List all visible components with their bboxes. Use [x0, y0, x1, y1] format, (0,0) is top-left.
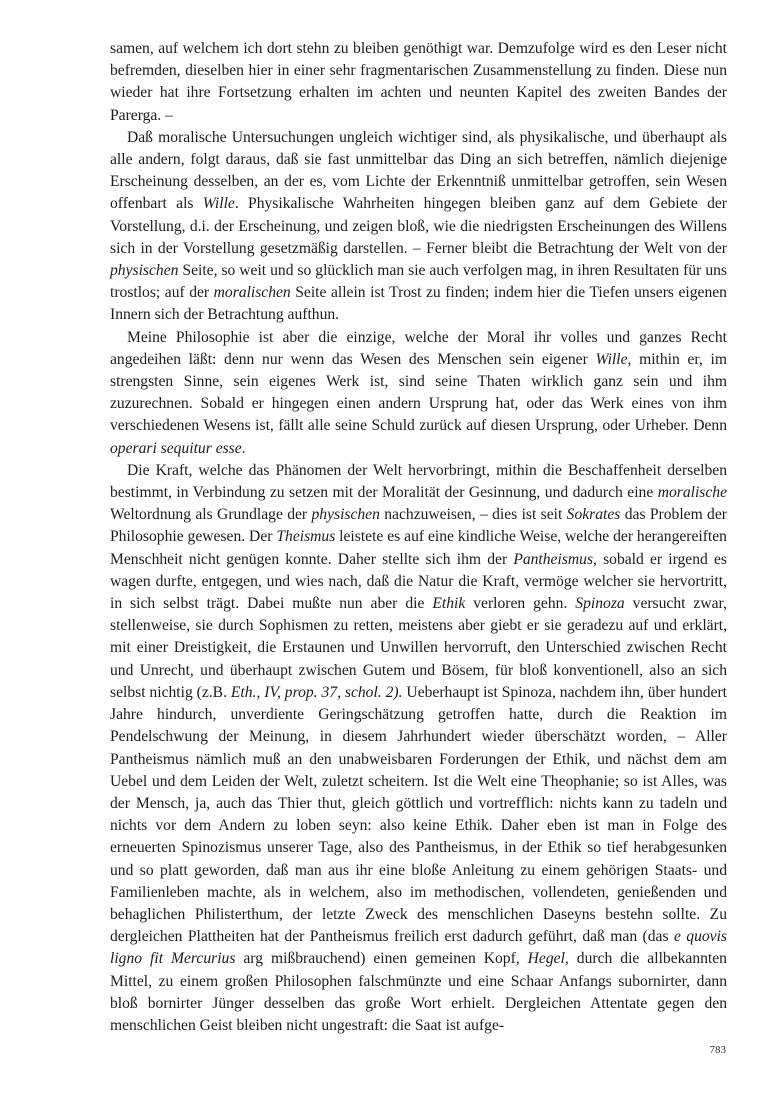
text-run: , durch die allbekannten Mittel, zu einem großen Philosophen falschmünzte und eine Schaar Anfangs subornirter, dann bloß bornirter Jünger desselben das große Wort erhielt. Dergleichen Attentate gegen den menschlichen Geist bleiben nicht ungestraft: die Saat ist aufge- [110, 950, 727, 1034]
text-run: leistete es auf eine kindliche Weise, welche der herangereiften Menschheit nicht genügen konnte. Daher stellte sich ihm der [110, 528, 727, 568]
text-run: Daß moralische Untersuchungen ungleich wichtiger sind, als physikalische, und überhaupt als alle andern, folgt daraus, daß sie fast unmittelbar das Ding an sich betreffen, nämlich diejenige Erscheinung desselben, an der es, vom Lichte der Erkenntniß unmittelbar getroffen, sein Wesen offenbart als [110, 128, 727, 213]
italic-run: operari sequitur esse [110, 439, 242, 457]
page-number: 783 [709, 1044, 726, 1056]
italic-run: Spinoza [575, 595, 625, 613]
italic-run: physischen [311, 506, 380, 524]
italic-run: e quovis ligno fit Mercurius [110, 928, 727, 968]
italic-run: Wille [202, 195, 235, 213]
text-run: arg mißbrauchend) einen gemeinen Kopf, [235, 950, 528, 968]
text-run: Die Kraft, welche das Phänomen der Welt hervorbringt, mithin die Beschaffenheit derselben bestimmt, in Verbindung zu setzen mit der Moralität der Gesinnung, und dadurch eine [110, 461, 727, 502]
italic-run: Wille [595, 350, 628, 368]
italic-run: physischen [110, 262, 179, 280]
paragraph [110, 38, 727, 127]
italic-run: Eth., IV, prop. 37, schol. 2). [230, 683, 403, 701]
italic-run: Pantheismus [513, 550, 594, 568]
text-run: , sobald er irgend es wagen durfte, entgegen, und wies nach, daß die Natur die Kraft, vermöge welcher sie hervortritt, in sich selbst trägt. Dabei mußte nun aber die [110, 550, 727, 613]
italic-run: Sokrates [566, 506, 621, 524]
text-run: Ueberhaupt ist Spinoza, nachdem ihn, über hundert Jahre hindurch, unverdiente Geringschätzung getroffen hatte, durch die Reaktion im Pendelschwung der Meinung, in diesem Jahrhundert wieder überschätzt worden, – Aller Pantheismus nämlich muß an den unabweisbaren Forderungen der Ethik, und nächst dem am Uebel und dem Leiden der Welt, zuletzt scheitern. Ist die Welt eine Theophanie; so ist Alles, was der Mensch, ja, auch das Thier thut, gleich göttlich und vortrefflich: nichts kann zu tadeln und nichts vor dem Andern zu loben seyn: also keine Ethik. Daher eben ist man in Folge des erneuerten Spinozismus unserer Tage, also des Pantheismus, in der Ethik so tief herabgesunken und so platt geworden, daß man aus ihr eine bloße Anleitung zu einem gehörigen Staats- und Familienleben machte, als in welchem, also im methodischen, vollendeten, genießenden und behaglichen Philisterthum, der letzte Zweck des menschlichen Daseyns bestehn sollte. Zu dergleichen Plattheiten hat der Pantheismus freilich erst dadurch geführt, daß man (das [110, 683, 727, 946]
italic-run: moralischen [213, 284, 291, 302]
text-run: samen, auf welchem ich dort stehn zu bleiben genöthigt war. Demzufolge wird es den Leser nicht befremden, dieselben hier in einer sehr fragmentarischen Zusammenstellung zu finden. Diese nun wieder hat ihre Fortsetzung erhalten im achten und neunten Kapitel des zweiten Bandes der Parerga. – [110, 40, 727, 124]
text-run: . [241, 439, 246, 457]
italic-run: Hegel [527, 950, 565, 968]
page-body [110, 38, 727, 1037]
italic-run: moralische [657, 484, 727, 502]
text-run: Seite, so weit und so glücklich man sie auch verfolgen mag, in ihren Resultaten für uns trostlos; auf der [110, 262, 727, 302]
italic-run: Ethik [432, 595, 466, 613]
paragraph [110, 127, 727, 327]
paragraph [110, 460, 727, 1037]
text-run: verloren gehn. [465, 595, 576, 613]
italic-run: Theismus [276, 528, 336, 546]
text-run: das Problem der Philosophie gewesen. Der [110, 506, 727, 546]
paragraph [110, 327, 727, 460]
text-run: Meine Philosophie ist aber die einzige, welche der Moral ihr volles und ganzes Recht angedeihen läßt: denn nur wenn das Wesen des Menschen sein eigener [110, 328, 727, 368]
text-run: nachzuweisen, – dies ist seit [379, 506, 567, 524]
text-run: versucht zwar, stellenweise, sie durch Sophismen zu retten, meistens aber giebt er sie geradezu auf und erklärt, mit einer Dreistigkeit, die Erstaunen und Unwillen hervorruft, den Unterschied zwischen Recht und Unrecht, und überhaupt zwischen Gutem und Bösem, für bloß konventionell, also an sich selbst nichtig (z.B. [110, 595, 727, 701]
text-run: Weltordnung als Grundlage der [110, 506, 312, 524]
text-run: Seite allein ist Trost zu finden; indem hier die Tiefen unsers eigenen Innern sich der Betrachtung aufthun. [110, 284, 727, 324]
text-run: . Physikalische Wahrheiten hingegen bleiben ganz auf dem Gebiete der Vorstellung, d.i. der Erscheinung, und zeigen bloß, wie die niedrigsten Erscheinungen des Willens sich in der Vorstellung gesetzmäßig darstellen. – Ferner bleibt die Betrachtung der Welt von der [110, 195, 728, 257]
text-run: , mithin er, im strengsten Sinne, sein eigenes Werk ist, sind seine Thaten wirklich ganz sein und ihm zuzurechnen. Sobald er hingegen einen andern Ursprung hat, oder das Werk eines von ihm verschiedenen Wesens ist, fällt alle seine Schuld zurück auf diesen Ursprung, oder Urheber. Denn [110, 350, 727, 435]
